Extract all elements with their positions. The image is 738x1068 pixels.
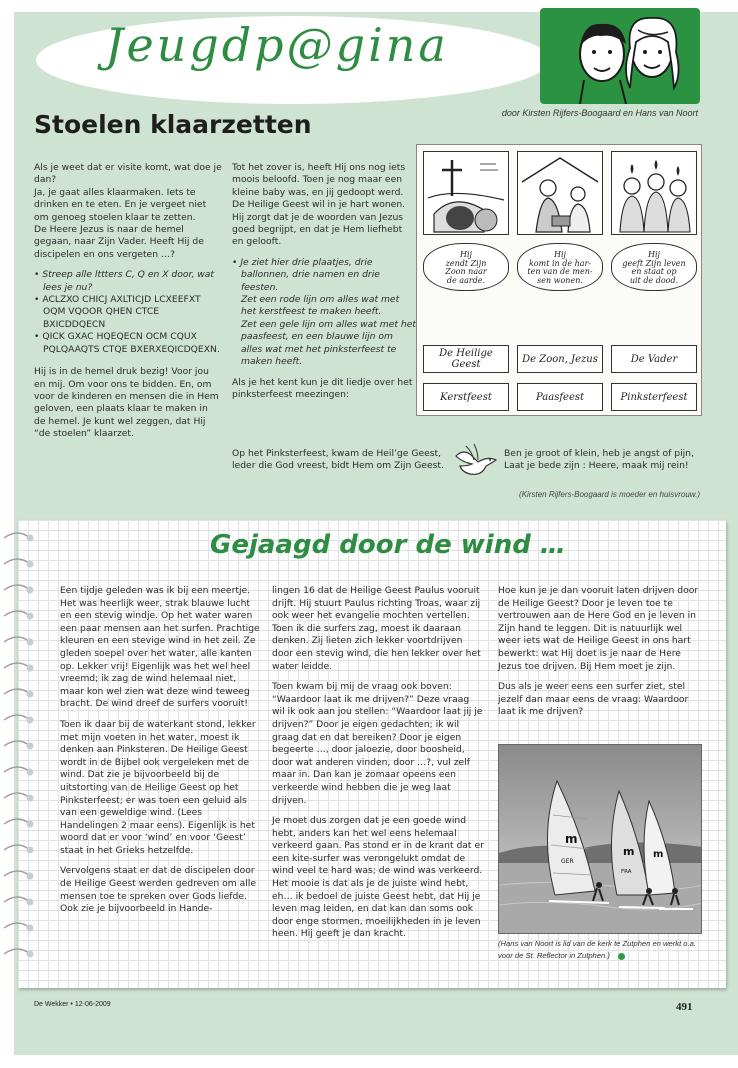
paragraph: Tot het zover is, heeft Hij ons nog iets moois beloofd. Toen je nog maar een kleine baby was, en jij gedoopt werd. De Heilige Geest wil in je hart wonen. Hij zorgt dat je de woorden van Jezus goed begrijpt, en dat je Hem liefhebt en gelooft. xyxy=(232,162,406,248)
dove-icon xyxy=(452,442,500,482)
article2-column-2 xyxy=(272,585,484,949)
paragraph: lingen 16 dat de Heilige Geest Paulus vooruit drijft. Hij stuurt Paulus richting Troas, waar zij ook weer het evangelie mochten vertellen. Toen ik die surfers zag, moest ik daaraan denken. Zij lieten zich lekker voortdrijven door een stevig wind, die hen lekker over het water leidde. xyxy=(272,585,481,672)
feast-label: Kerstfeest xyxy=(423,383,509,411)
footer-publication: De Wekker • 12-06-2009 xyxy=(34,1001,111,1008)
article2-column-1 xyxy=(60,585,260,924)
bullet-code: • ACLZXO CHICJ AXLTICJD LCXEEFXT OQM VQOOR QHEN CTCE BXICDDQECN xyxy=(34,294,201,330)
paragraph: Als je het kent kun je dit liedje over het pinksterfeest meezingen: xyxy=(232,376,413,400)
name-label: De Heilige Geest xyxy=(423,345,509,373)
article1-column-1 xyxy=(34,162,222,449)
end-mark-icon xyxy=(618,953,625,960)
paragraph: Vervolgens staat er dat de discipelen door de Heilige Geest werden gedreven om alle mensen toe te spreken over Gods liefde. Ook zie je bijvoorbeeld in Hande- xyxy=(60,865,257,915)
bullet-instruction: • Streep alle lttters C, Q en X door, wat lees je nu? xyxy=(34,269,215,293)
comic-panel-pentecost xyxy=(611,151,697,235)
paragraph: Toen ik daar bij de waterkant stond, lekker met mijn voeten in het water, moest ik denken aan Pinksteren. De Heilige Geest wordt in de Bijbel ook vergeleken met de wind. Dat zie je bijvoorbeeld bij de uitstorting van de Heilige Geest op het Pinksterfeest; er was toen een geluid als van een geweldige wind. (Lees Handelingen 2 maar eens). Eigenlijk is het woord dat er voor ‘wind’ en voor ‘Geest’ staat in het Grieks hetzelfde. xyxy=(60,718,256,856)
feast-label: Paasfeest xyxy=(517,383,603,411)
windsurfers-photo xyxy=(498,744,702,934)
paragraph: Je moet dus zorgen dat je een goede wind hebt, anders kan het wel eens helemaal verkeerd gaan. Pas stond er in de krant dat er een kite-surfer was verongelukt omdat de wind veel te hard was; de wind was verkeerd. Het mooie is dat als je de juiste wind hebt, eh… ik bedoel de juiste Geest hebt, dat Hij je leven mag leiden, en dat kan dan soms ook door enge stormen, moeilijkheden in je leven heen. Hij geeft je dan kracht. xyxy=(272,815,484,940)
sail-label: GER xyxy=(561,858,574,865)
song-lines-left: Op het Pinksterfeest, kwam de Heil’ge Geest, leder die God vreest, bidt Hem om Zijn Geest. xyxy=(232,448,444,472)
feast-label: Pinksterfeest xyxy=(611,383,697,411)
spiral-binding-icon xyxy=(0,520,40,988)
paragraph: Toen kwam bij mij de vraag ook boven: “Waardoor laat ik me drijven?” Deze vraag wil ik ook aan jou stellen: “Waardoor laat jij je drijven?” Door je eigen gedachten; ik wil graag dat en dat bereiken? Door je eigen begeerte …, door jaloezie, door boosheid, door wat anderen vinden, door …?, vul zelf maar in. Dan kan je zomaar opeens een verkeerde wind hebben die je weg laat drijven. xyxy=(272,681,483,806)
speech-bubble: Hij komt in de har- ten van de men- sen wonen. xyxy=(517,243,603,291)
bullet-code: • QICK GXAC HQEQECN OCM CQUX PQLQAAQTS CTQE BXERXEQICDQEXN. xyxy=(34,331,220,355)
page-number: 491 xyxy=(676,1001,693,1013)
svg-text:m: m xyxy=(653,849,664,860)
faces-illustration-icon xyxy=(540,8,700,104)
svg-text:m: m xyxy=(623,845,635,858)
name-label: De Zoon, Jezus xyxy=(517,345,603,373)
comic-illustration xyxy=(416,144,702,416)
page-title: Jeugdp@gina xyxy=(105,18,449,72)
article-heading: Stoelen klaarzetten xyxy=(34,110,312,139)
caption-text: (Hans van Noort is lid van de kerk te Zutphen en werkt o.a. voor de St. Reflector in Zutphen.) xyxy=(498,939,696,960)
paragraph: Een tijdje geleden was ik bij een meertje. Het was heerlijk weer, strak blauwe lucht en een stevig windje. Op het water waren een paar mensen aan het surfen. Prachtige kleuren en een stevige wind in het zeil. Ze gleden soepel over het water, alle kanten op. Lekker vrij! Eigenlijk was het wel heel vreemd; ik zag de wind helemaal niet, maar kon wel zien wat deze wind teweeg bracht. De wind dreef de surfers vooruit! xyxy=(60,585,260,710)
speech-bubble: Hij zendt Zijn Zoon naar de aarde. xyxy=(423,243,509,291)
speech-bubble: Hij geeft Zijn leven en staat op uit de dood. xyxy=(611,243,697,291)
author-note: (Kirsten Rijfers-Boogaard is moeder en huisvrouw.) xyxy=(519,490,700,499)
svg-text:m: m xyxy=(565,832,578,846)
sail-label: FRA xyxy=(621,869,632,875)
paragraph: Dus als je weer eens een surfer ziet, stel jezelf dan maar eens de vraag: Waardoor laat ik me drijven? xyxy=(498,681,689,718)
article1-column-2 xyxy=(232,162,416,409)
paragraph: Hoe kun je je dan vooruit laten drijven door de Heilige Geest? Door je leven toe te vertrouwen aan de Here God en je leven in Zijn hand te leggen. Dit is natuurlijk wel weer iets wat de Heilige Geest in ons hart bewerkt: wat Hij doet is je naar de Here Jezus toe drijven. Bij Hem moet je zijn. xyxy=(498,585,699,672)
name-label: De Vader xyxy=(611,345,697,373)
comic-panel-nativity xyxy=(517,151,603,235)
article2-column-3 xyxy=(498,585,703,727)
photo-caption xyxy=(498,938,702,962)
byline: door Kirsten Rijfers-Boogaard en Hans van Noort xyxy=(501,108,698,118)
article-heading: Gejaagd door de wind … xyxy=(210,530,566,560)
paragraph: Hij is in de hemel druk bezig! Voor jou en mij. Om voor ons te bidden. En, om voor de kinderen en mensen die in Hem geloven, een plaats klaar te maken in de hemel. Je kunt wel zeggen, dat Hij “de stoelen” klaarzet. xyxy=(34,366,219,440)
bullet-instruction: • Je ziet hier drie plaatjes, drie ballonnen, drie namen en drie feesten. Zet een rode lijn om alles wat met het kerstfeest te maken heeft. Zet een gele lijn om alles wat met het paasfeest, en een blauwe lijn om alles wat met het pinksterfeest te maken heeft. xyxy=(232,256,416,368)
comic-panel-crucifixion-tomb xyxy=(423,151,509,235)
song-lines-right: Ben je groot of klein, heb je angst of pijn, Laat je bede zijn : Heere, maak mij rein! xyxy=(504,448,694,472)
paragraph: Als je weet dat er visite komt, wat doe je dan? Ja, je gaat alles klaarmaken. Iets te drinken en te eten. En je vergeet niet om genoeg stoelen klaar te zetten. De Heere Jezus is naar de hemel gegaan, naar Zijn Vader. Heeft Hij de discipelen en ons vergeten …? xyxy=(34,162,222,260)
